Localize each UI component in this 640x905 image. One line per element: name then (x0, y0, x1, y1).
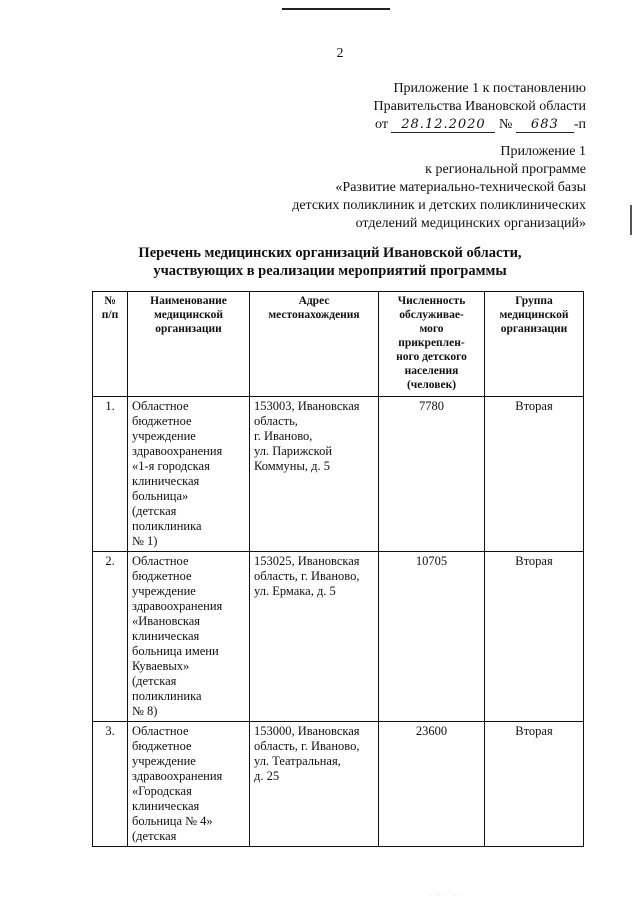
cell-line: «Городская (132, 784, 192, 798)
cell-line: здравоохранения (132, 769, 223, 783)
cell-line: бюджетное (132, 569, 192, 583)
header-name-text (132, 294, 245, 336)
page-number: 2 (336, 46, 344, 61)
title-line2: участвующих в реализации мероприятий программы (153, 263, 507, 279)
row-org-name (128, 397, 250, 552)
cell-line: медицинской (499, 309, 569, 321)
document-title (100, 244, 560, 280)
cell-line: местонахождения (268, 309, 360, 321)
header-population-text (383, 294, 480, 392)
appendix-program-line: детских поликлиник и детских поликлинических (292, 198, 586, 213)
cell-line: п/п (101, 309, 119, 321)
cell-line: медицинской (153, 309, 224, 321)
cell-line: здравоохранения (132, 444, 223, 458)
cell-line: мого (419, 323, 444, 335)
header-number-text (97, 294, 123, 322)
cell-line: 153000, Ивановская (254, 724, 360, 738)
resolution-number: 683 (516, 118, 574, 133)
cell-line: «1-я городская (132, 459, 210, 473)
cell-line: «Ивановская (132, 614, 201, 628)
header-group-text (489, 294, 579, 336)
appendix-program-line: Приложение 1 (500, 144, 586, 159)
cell-line: ул. Парижской (254, 444, 333, 458)
scan-edge-mark (630, 205, 632, 235)
appendix-program-line: к региональной программе (425, 162, 586, 177)
row-group: Вторая (485, 722, 584, 847)
row-number: 2. (93, 552, 128, 722)
row-number: 1. (93, 397, 128, 552)
appendix-top-block (374, 80, 586, 134)
appendix-program-line: «Развитие материально-технической базы (335, 180, 586, 195)
cell-line: больница» (132, 489, 189, 503)
table-row (93, 552, 584, 722)
resolution-date: 28.12.2020 (391, 118, 495, 133)
top-rule (282, 8, 390, 10)
title-line1: Перечень медицинских организаций Ивановской области, (138, 245, 522, 261)
cell-line: г. Иваново, (254, 429, 313, 443)
cell-line: учреждение (132, 754, 196, 768)
row-population: 10705 (379, 552, 485, 722)
cell-line: (детская (132, 674, 177, 688)
number-suffix: -п (573, 117, 586, 132)
appendix-top-line1: Приложение 1 к постановлению (393, 81, 586, 96)
appendix-program-line: отделений медицинских организаций» (355, 216, 586, 231)
cell-line: бюджетное (132, 414, 192, 428)
cell-line: (детская (132, 504, 177, 518)
cell-line: поликлиника (132, 689, 202, 703)
number-label: № (498, 117, 513, 132)
cell-line: учреждение (132, 584, 196, 598)
cell-line: Группа (515, 295, 553, 307)
cell-line: прикреплен- (398, 337, 465, 349)
cell-line: № 8) (132, 704, 158, 718)
appendix-top-line2: Правительства Ивановской области (373, 99, 586, 114)
header-address (250, 292, 379, 397)
cell-line: Областное (132, 399, 189, 413)
cell-line: обслуживае- (399, 309, 464, 321)
cell-line: д. 25 (254, 769, 280, 783)
appendix-program-block (292, 143, 586, 233)
cell-line: ного детского (396, 351, 467, 363)
cell-line: поликлиника (132, 519, 202, 533)
cell-line: клиническая (132, 629, 200, 643)
header-population (379, 292, 485, 397)
cell-line: 153025, Ивановская (254, 554, 360, 568)
row-address (250, 397, 379, 552)
cell-line: Куваевых» (132, 659, 190, 673)
scan-dots: · · · · · (430, 893, 464, 899)
header-address-text (254, 294, 374, 322)
cell-line: область, г. Иваново, (254, 739, 360, 753)
row-org-name (128, 722, 250, 847)
organizations-table (92, 291, 584, 847)
table-header-row (93, 292, 584, 397)
header-number (93, 292, 128, 397)
cell-line: организации (500, 323, 568, 335)
cell-line: учреждение (132, 429, 196, 443)
row-population: 7780 (379, 397, 485, 552)
cell-line: Областное (132, 724, 189, 738)
row-address (250, 722, 379, 847)
cell-line: Наименование (150, 295, 227, 307)
cell-line: клиническая (132, 474, 200, 488)
row-population: 23600 (379, 722, 485, 847)
cell-line: область, г. Иваново, (254, 569, 360, 583)
cell-line: клиническая (132, 799, 200, 813)
header-name (128, 292, 250, 397)
cell-line: область, (254, 414, 298, 428)
row-group: Вторая (485, 552, 584, 722)
cell-line: здравоохранения (132, 599, 223, 613)
cell-line: (детская (132, 829, 177, 843)
cell-line: ул. Ермака, д. 5 (254, 584, 336, 598)
row-address (250, 552, 379, 722)
cell-line: больница № 4» (132, 814, 213, 828)
cell-line: организации (155, 323, 222, 335)
cell-line: ул. Театральная, (254, 754, 341, 768)
cell-line: больница имени (132, 644, 219, 658)
cell-line: № 1) (132, 534, 158, 548)
cell-line: Коммуны, д. 5 (254, 459, 330, 473)
row-number: 3. (93, 722, 128, 847)
cell-line: 153003, Ивановская (254, 399, 360, 413)
cell-line: Численность (397, 295, 466, 307)
cell-line: Областное (132, 554, 189, 568)
table-row (93, 397, 584, 552)
row-group: Вторая (485, 397, 584, 552)
cell-line: (человек) (406, 379, 457, 391)
cell-line: Адрес (298, 295, 330, 307)
table-row (93, 722, 584, 847)
from-label: от (375, 117, 388, 132)
header-group (485, 292, 584, 397)
cell-line: № (104, 295, 116, 307)
appendix-top-date-line (374, 116, 586, 134)
row-org-name (128, 552, 250, 722)
cell-line: населения (404, 365, 459, 377)
cell-line: бюджетное (132, 739, 192, 753)
